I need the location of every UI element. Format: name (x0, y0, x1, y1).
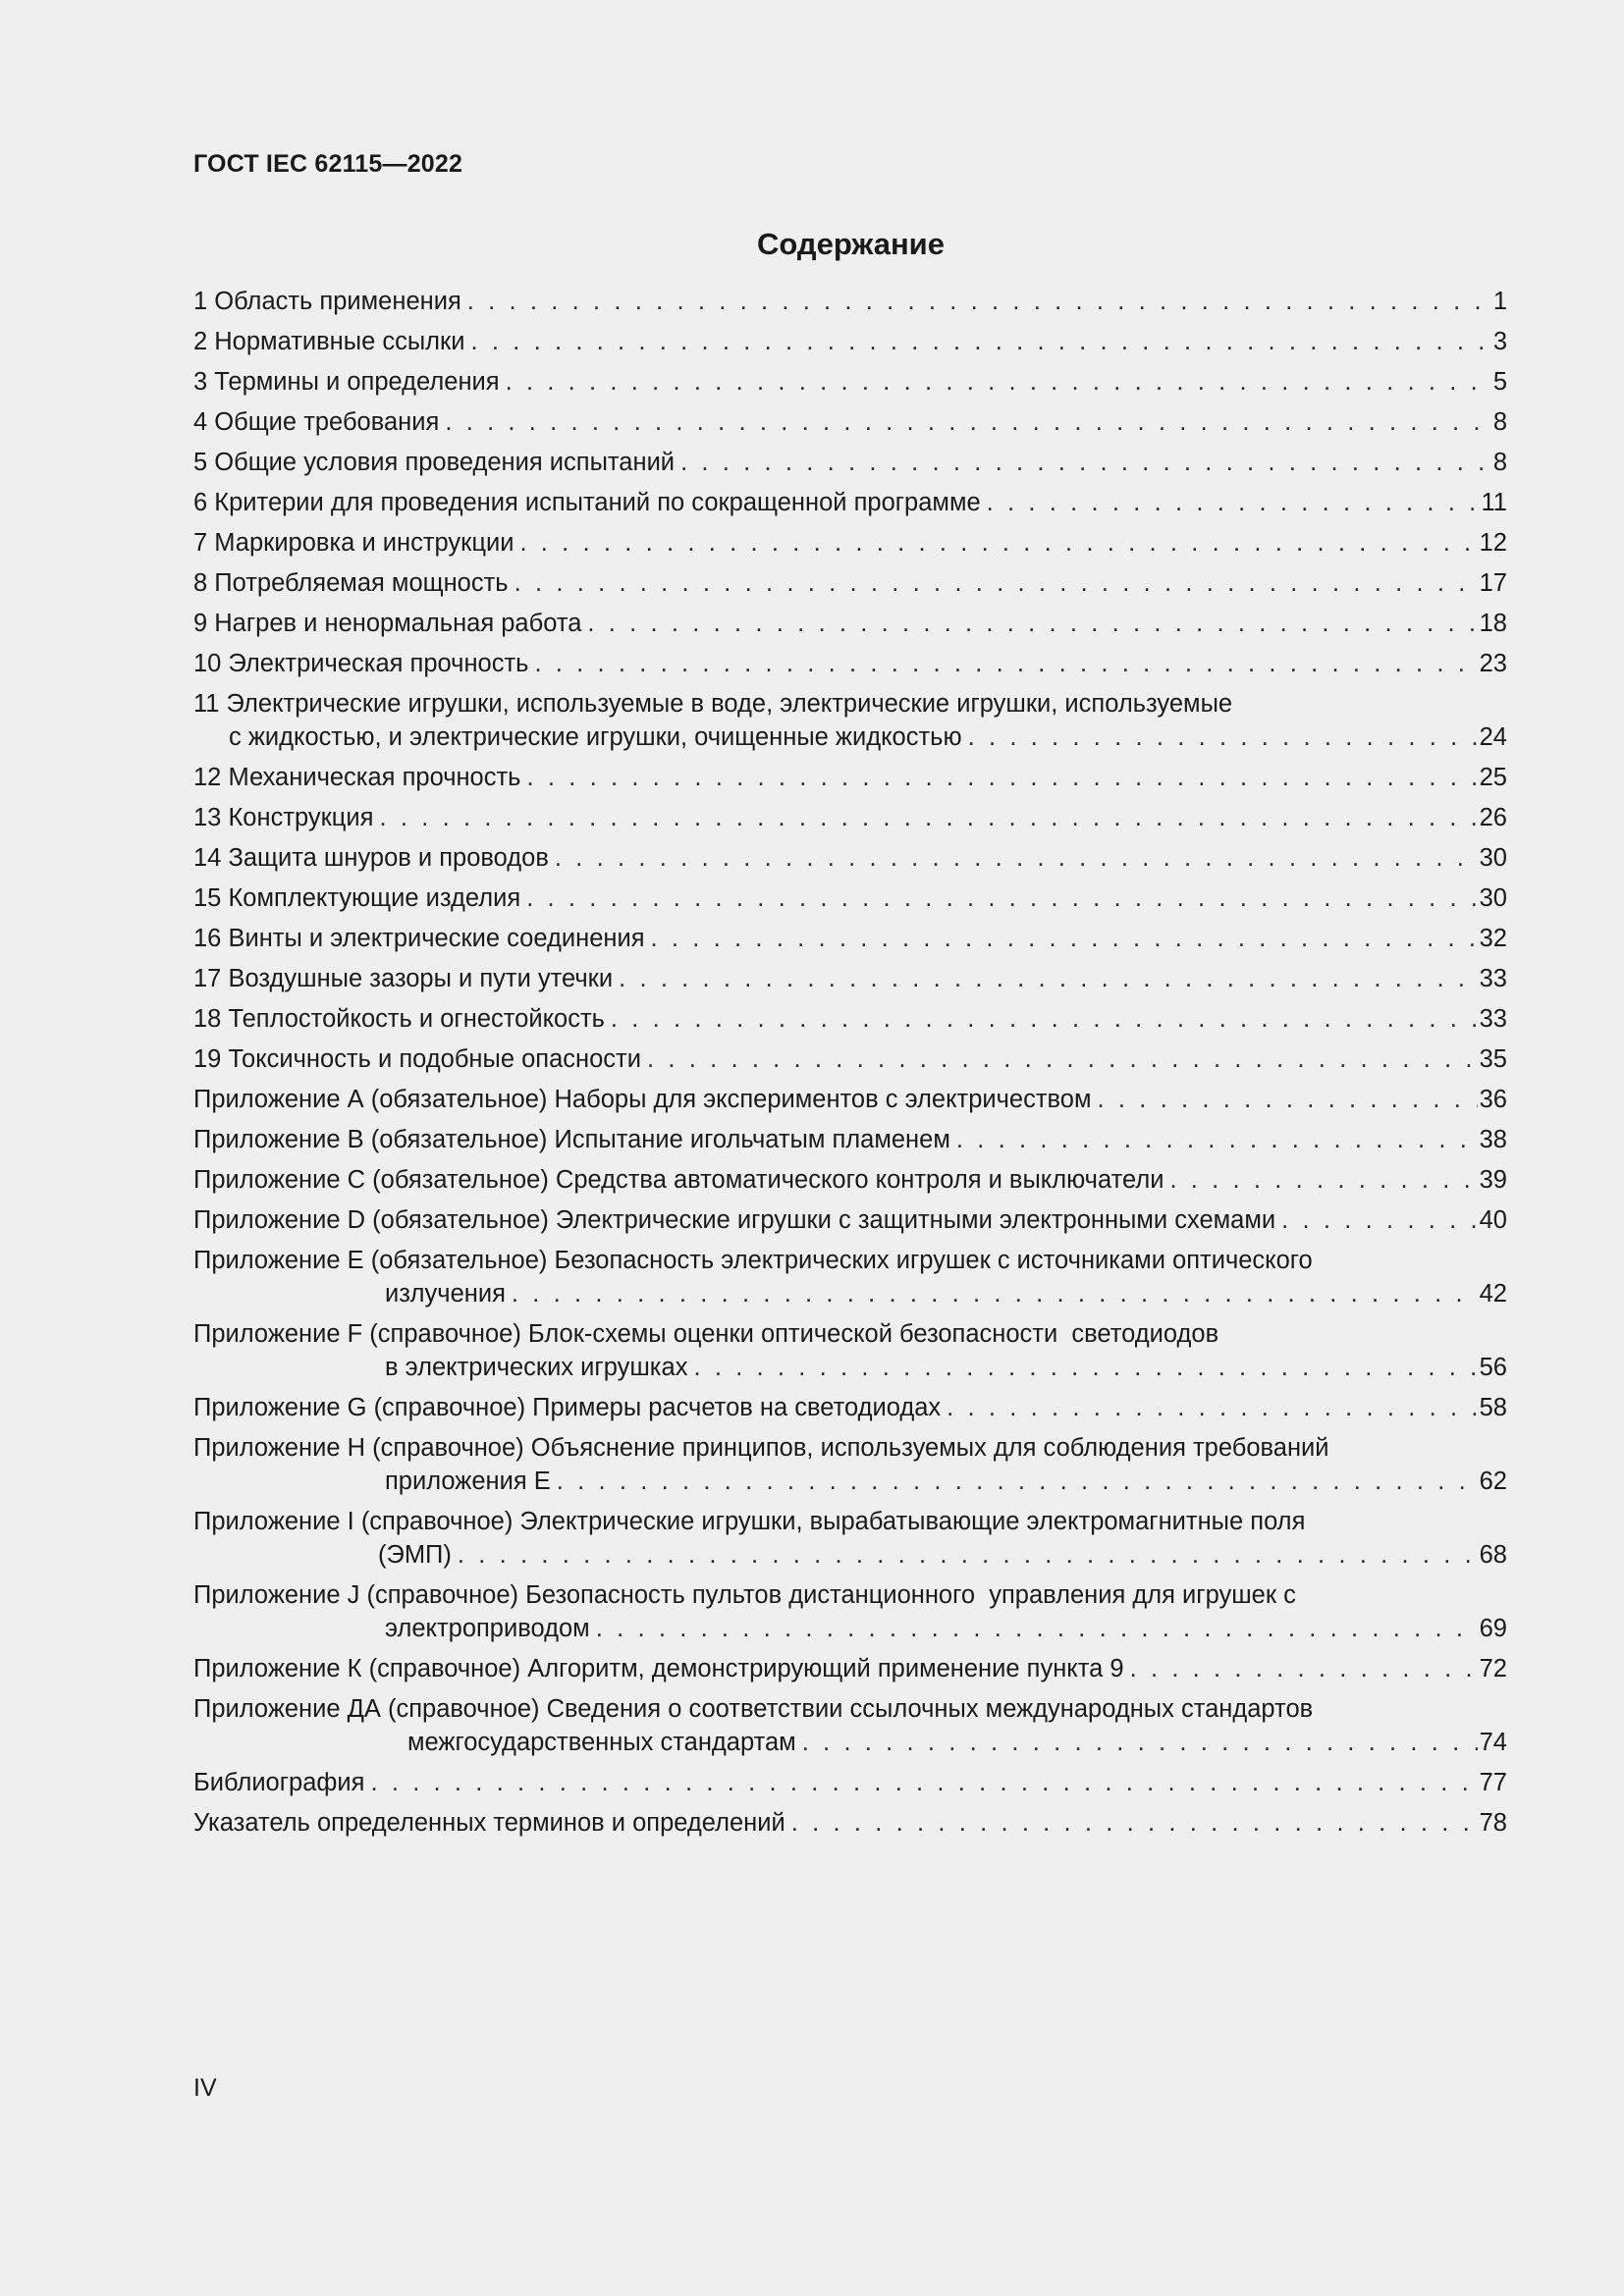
toc-page-number: 72 (1479, 1655, 1507, 1682)
toc-page-number: 35 (1479, 1045, 1507, 1073)
toc-leader-dots (802, 1726, 1478, 1759)
toc-leader-dots (987, 486, 1480, 519)
toc-entry-title: электроприводом (385, 1615, 590, 1642)
toc-page-number: 11 (1481, 489, 1507, 516)
document-id: ГОСТ IEC 62115—2022 (193, 150, 463, 178)
toc-page-number: 56 (1479, 1354, 1507, 1381)
toc-entry-title: (ЭМП) (378, 1541, 452, 1569)
toc-entry-title: Приложение В (обязательное) Испытание игольчатым пламенем (193, 1126, 950, 1153)
toc-leader-dots (506, 365, 1488, 399)
toc-entry[interactable] (193, 1042, 1507, 1076)
toc-entry[interactable] (193, 1083, 1507, 1116)
toc-entry-title: 10 Электрическая прочность (193, 650, 529, 677)
toc-leader-dots (968, 721, 1478, 754)
toc-entry[interactable] (193, 881, 1507, 915)
toc-entry-title: приложения Е (385, 1468, 551, 1495)
toc-entry-title: с жидкостью, и электрические игрушки, очищенные жидкостью (229, 723, 962, 751)
toc-leader-dots (619, 962, 1478, 995)
toc-entry[interactable] (193, 526, 1507, 560)
toc-page-number: 40 (1479, 1206, 1507, 1234)
toc-entry[interactable] (193, 801, 1507, 834)
toc-entry[interactable] (193, 1692, 1507, 1759)
toc-leader-dots (1281, 1203, 1477, 1237)
toc-entry[interactable] (193, 1002, 1507, 1036)
toc-entry[interactable] (193, 841, 1507, 875)
toc-entry[interactable] (193, 1505, 1507, 1572)
toc-entry-title: Библиография (193, 1769, 365, 1796)
toc-entry[interactable] (193, 1391, 1507, 1424)
toc-page-number: 32 (1479, 925, 1507, 952)
toc-leader-dots (596, 1612, 1478, 1645)
toc-page-number: 77 (1479, 1769, 1507, 1796)
toc-leader-dots (519, 526, 1477, 560)
toc-entry[interactable] (193, 922, 1507, 955)
toc-entry[interactable] (193, 1766, 1507, 1799)
toc-leader-dots (470, 325, 1488, 358)
toc-entry[interactable] (193, 962, 1507, 995)
toc-entry-title: 19 Токсичность и подобные опасности (193, 1045, 641, 1073)
toc-entry[interactable] (193, 405, 1507, 439)
toc-page-number: 25 (1479, 764, 1507, 791)
toc-leader-dots (693, 1351, 1477, 1384)
toc-entry-title: 13 Конструкция (193, 804, 374, 831)
toc-entry[interactable] (193, 761, 1507, 794)
toc-entry[interactable] (193, 1578, 1507, 1645)
toc-page-number: 12 (1479, 529, 1507, 557)
toc-page-number: 36 (1479, 1086, 1507, 1113)
toc-entry[interactable] (193, 365, 1507, 399)
toc-leader-dots (526, 881, 1477, 915)
toc-leader-dots (651, 922, 1478, 955)
toc-leader-dots (514, 566, 1478, 600)
toc-entry-title: 8 Потребляемая мощность (193, 569, 509, 597)
toc-entry[interactable] (193, 1806, 1507, 1840)
toc-page-number: 74 (1479, 1729, 1507, 1756)
toc-page-number: 30 (1479, 884, 1507, 912)
toc-entry-title: Указатель определенных терминов и определений (193, 1809, 785, 1837)
toc-page-number: 23 (1479, 650, 1507, 677)
toc-leader-dots (947, 1391, 1477, 1424)
toc-entry-title: излучения (385, 1280, 506, 1308)
toc-entry[interactable] (193, 446, 1507, 479)
toc-leader-dots (467, 285, 1488, 318)
toc-page-number: 33 (1479, 965, 1507, 992)
toc-leader-dots (534, 647, 1477, 680)
toc-entry-title: 12 Механическая прочность (193, 764, 521, 791)
toc-leader-dots (526, 761, 1477, 794)
toc-page-number: 3 (1492, 328, 1507, 355)
toc-entry-title: 4 Общие требования (193, 408, 440, 436)
toc-page-number: 5 (1492, 368, 1507, 396)
toc-entry[interactable] (193, 647, 1507, 680)
toc-page-number: 78 (1479, 1809, 1507, 1837)
toc-leader-dots (647, 1042, 1478, 1076)
toc-entry[interactable] (193, 1244, 1507, 1310)
toc-entry[interactable] (193, 486, 1507, 519)
toc-leader-dots (370, 1766, 1477, 1799)
toc-leader-dots (458, 1538, 1478, 1572)
toc-entry-title: Приложение I (справочное) Электрические игрушки, вырабатывающие электромагнитные поля (193, 1508, 1306, 1535)
toc-entry-title: Приложение ДА (справочное) Сведения о соответствии ссылочных международных стандартов (193, 1695, 1314, 1723)
toc-entry[interactable] (193, 1123, 1507, 1156)
toc-leader-dots (587, 607, 1477, 640)
toc-page-number: 8 (1492, 449, 1507, 476)
toc-page-number: 8 (1492, 408, 1507, 436)
toc-entry-title: Приложение А (обязательное) Наборы для экспериментов с электричеством (193, 1086, 1092, 1113)
toc-entry[interactable] (193, 566, 1507, 600)
toc-entry-title: 11 Электрические игрушки, используемые в воде, электрические игрушки, используемые (193, 690, 1233, 718)
toc-leader-dots (512, 1277, 1478, 1310)
page-number: IV (193, 2074, 217, 2102)
toc-page-number: 38 (1479, 1126, 1507, 1153)
toc-entry[interactable] (193, 285, 1507, 318)
toc-entry-title: 18 Теплостойкость и огнестойкость (193, 1005, 605, 1033)
toc-leader-dots (557, 1465, 1478, 1498)
toc-entry-title: 14 Защита шнуров и проводов (193, 844, 549, 872)
toc-entry-title: 17 Воздушные зазоры и пути утечки (193, 965, 614, 992)
toc-leader-dots (611, 1002, 1478, 1036)
toc-page-number: 58 (1479, 1394, 1507, 1421)
toc-leader-dots (956, 1123, 1478, 1156)
toc-entry[interactable] (193, 687, 1507, 754)
toc-leader-dots (445, 405, 1488, 439)
toc-entry-title: 7 Маркировка и инструкции (193, 529, 514, 557)
toc-entry-title: Приложение J (справочное) Безопасность пультов дистанционного управления для игрушек с (193, 1581, 1296, 1609)
toc-entry-title: в электрических игрушках (385, 1354, 688, 1381)
toc-entry-title: 2 Нормативные ссылки (193, 328, 465, 355)
toc-entry[interactable] (193, 325, 1507, 358)
toc-leader-dots (791, 1806, 1478, 1840)
toc-page-number: 1 (1492, 288, 1507, 315)
toc-leader-dots (680, 446, 1488, 479)
toc-entry[interactable] (193, 1163, 1507, 1197)
toc-entry-title: Приложение Е (обязательное) Безопасность электрических игрушек с источниками оптического (193, 1247, 1313, 1274)
toc-entry-title: Приложение F (справочное) Блок-схемы оценки оптической безопасности светодиодов (193, 1320, 1219, 1348)
toc-entry-title: Приложение Н (справочное) Объяснение принципов, используемых для соблюдения требований (193, 1434, 1329, 1462)
toc-entry-title: Приложение К (справочное) Алгоритм, демонстрирующий применение пункта 9 (193, 1655, 1124, 1682)
toc-entry-title: 3 Термины и определения (193, 368, 500, 396)
toc-entry-title: 15 Комплектующие изделия (193, 884, 521, 912)
toc-page-number: 69 (1479, 1615, 1507, 1642)
toc-page-number: 42 (1479, 1280, 1507, 1308)
toc-page-number: 62 (1479, 1468, 1507, 1495)
toc-entry[interactable] (193, 1203, 1507, 1237)
toc-title: Содержание (757, 227, 945, 261)
toc-page-number: 17 (1479, 569, 1507, 597)
toc-page-number: 18 (1479, 610, 1507, 637)
toc-leader-dots (1169, 1163, 1477, 1197)
toc-entry-title: Приложение D (обязательное) Электрические игрушки с защитными электронными схемами (193, 1206, 1276, 1234)
toc-entry[interactable] (193, 607, 1507, 640)
toc-entry[interactable] (193, 1317, 1507, 1384)
toc-entry-title: Приложение С (обязательное) Средства автоматического контроля и выключатели (193, 1166, 1164, 1194)
toc-leader-dots (555, 841, 1478, 875)
toc-entry-title: 9 Нагрев и ненормальная работа (193, 610, 582, 637)
toc-entry-title: Приложение G (справочное) Примеры расчетов на светодиодах (193, 1394, 942, 1421)
table-of-contents (193, 285, 1507, 1846)
toc-entry-title: 5 Общие условия проведения испытаний (193, 449, 676, 476)
toc-page-number: 26 (1479, 804, 1507, 831)
toc-page-number: 68 (1479, 1541, 1507, 1569)
toc-entry-title: 1 Область применения (193, 288, 461, 315)
toc-entry[interactable] (193, 1431, 1507, 1498)
toc-page-number: 39 (1479, 1166, 1507, 1194)
toc-page-number: 33 (1479, 1005, 1507, 1033)
toc-entry-title: 6 Критерии для проведения испытаний по сокращенной программе (193, 489, 981, 516)
toc-entry[interactable] (193, 1652, 1507, 1685)
toc-entry-title: межгосударственных стандартам (407, 1729, 796, 1756)
toc-leader-dots (1098, 1083, 1478, 1116)
toc-page-number: 30 (1479, 844, 1507, 872)
toc-leader-dots (379, 801, 1477, 834)
toc-entry-title: 16 Винты и электрические соединения (193, 925, 645, 952)
toc-page-number: 24 (1479, 723, 1507, 751)
toc-leader-dots (1130, 1652, 1478, 1685)
